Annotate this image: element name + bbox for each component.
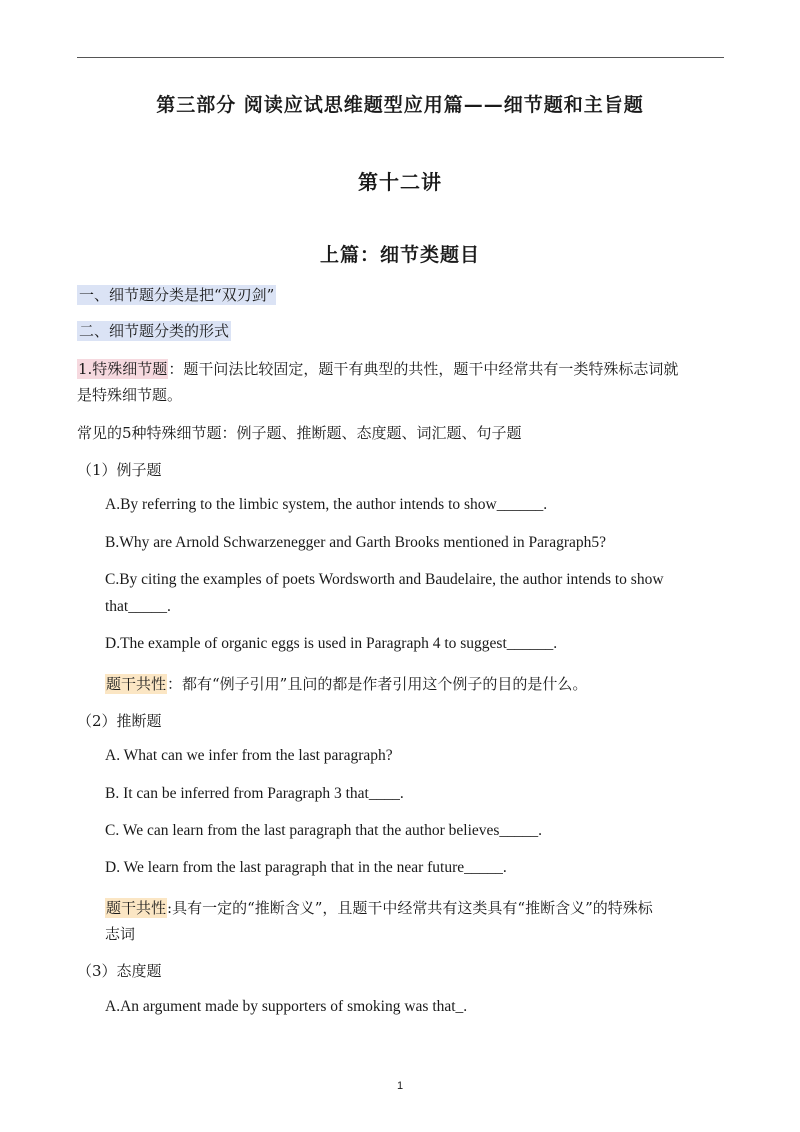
special-detail-text: ：题干问法比较固定，题干有典型的共性，题干中经常共有一类特殊标志词就 — [168, 360, 679, 378]
inference-commonality-label: 题干共性 — [106, 899, 167, 917]
inference-commonality-cont: 志词 — [105, 925, 136, 943]
example-commonality — [105, 673, 587, 694]
section-heading-2-text: 二、细节题分类的形式 — [79, 322, 230, 340]
example-option-b: B.Why are Arnold Schwarzenegger and Garth Brooks mentioned in Paragraph5? — [105, 534, 607, 551]
section-heading-2 — [77, 320, 231, 341]
example-commonality-label: 题干共性 — [106, 675, 167, 693]
inference-option-d: D. We learn from the last paragraph that in the near future_____. — [105, 859, 507, 876]
example-commonality-text: ：都有“例子引用”且问的都是作者引用这个例子的目的是什么。 — [167, 675, 588, 693]
inference-heading: （2）推断题 — [77, 712, 162, 730]
example-option-c-cont: that_____. — [105, 598, 171, 615]
section-heading-1 — [77, 284, 276, 305]
attitude-heading: （3）态度题 — [77, 962, 162, 980]
inference-commonality-text: :具有一定的“推断含义”，且题干中经常共有这类具有“推断含义”的特殊标 — [167, 899, 653, 917]
page-number: 1 — [396, 1080, 404, 1092]
attitude-option-a: A.An argument made by supporters of smoking was that_. — [105, 998, 468, 1015]
lecture-title: 第十二讲 — [358, 170, 442, 194]
main-title: 第三部分 阅读应试思维题型应用篇——细节题和主旨题 — [156, 94, 644, 116]
special-detail-definition-cont: 是特殊细节题。 — [77, 386, 183, 404]
example-option-d: D.The example of organic eggs is used in Paragraph 4 to suggest______. — [105, 635, 558, 652]
common-five-types: 常见的5种特殊细节题：例子题、推断题、态度题、词汇题、句子题 — [77, 424, 522, 442]
example-option-a: A.By referring to the limbic system, the author intends to show______. — [105, 496, 548, 513]
example-option-c: C.By citing the examples of poets Wordsworth and Baudelaire, the author intends to show — [105, 571, 664, 588]
inference-option-a: A. What can we infer from the last paragraph? — [105, 747, 393, 764]
part-title: 上篇：细节类题目 — [319, 244, 480, 266]
header-rule — [77, 57, 724, 58]
inference-commonality — [105, 897, 653, 918]
special-detail-label: 1.特殊细节题 — [78, 360, 168, 378]
inference-option-c: C. We can learn from the last paragraph that the author believes_____. — [105, 822, 543, 839]
inference-option-b: B. It can be inferred from Paragraph 3 that____. — [105, 785, 404, 802]
section-heading-1-text: 一、细节题分类是把“双刃剑” — [79, 286, 275, 304]
example-heading: （1）例子题 — [77, 461, 162, 479]
special-detail-definition — [77, 358, 678, 379]
